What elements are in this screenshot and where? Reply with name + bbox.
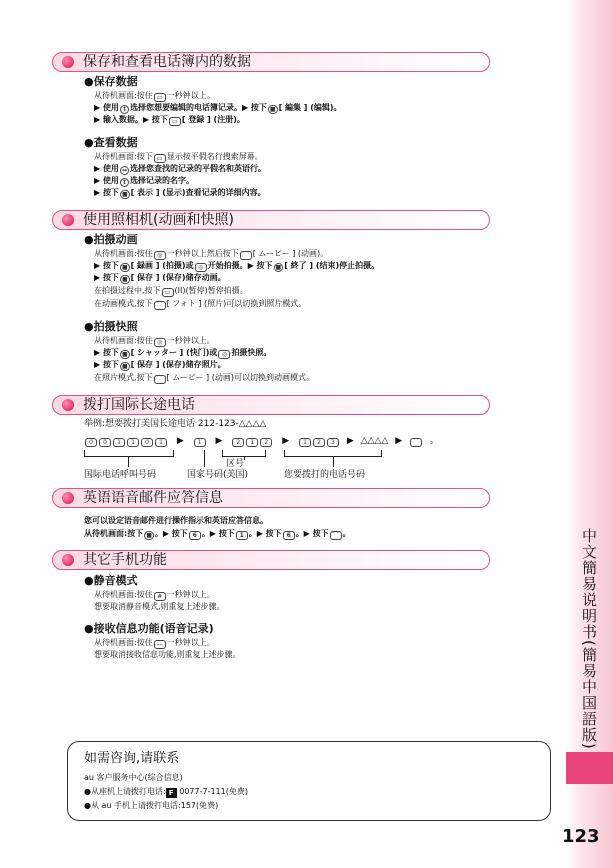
softkey-icon: ⌒	[154, 375, 166, 384]
bullet-dot-icon	[62, 399, 74, 411]
arrow: ▶	[282, 436, 290, 446]
updown-key-icon: ↕	[121, 179, 127, 186]
camera-key-icon: ◎	[195, 263, 207, 272]
phonebook-key-icon: ▭	[154, 154, 166, 163]
sidebar-title: 中文簡易说明书(簡易中国語版)	[580, 528, 598, 750]
arrow: ▶	[395, 436, 403, 446]
caption-number: 您要拨打的电话号码	[284, 470, 366, 480]
digit-key: 2	[232, 438, 244, 447]
contact-center: au 客户服务中心(综合信息)	[84, 773, 183, 782]
digit-key: 2	[260, 438, 272, 447]
camera-key-icon: ◎	[154, 338, 166, 347]
bullet-dot-icon	[62, 554, 74, 566]
view-step-4: ▶ 按下 ■ [ 表示 ] (显示)查看记录的详细内容。	[94, 188, 266, 198]
photo-step-2: ▶ 按下 ■ [ シャッター ] (快门)或 ◎ 拍摄快照。	[94, 348, 272, 358]
subheading-manner: ●静音模式	[84, 574, 138, 587]
center-key-icon: ■	[121, 264, 128, 271]
center-key-icon: ■	[121, 276, 128, 283]
subheading-save-data: ●保存数据	[84, 75, 138, 88]
save-step-3: ▶ 输入数据。▶ 按下 ▭ [ 登録 ] (注册)。	[94, 115, 245, 125]
manner-step-1: 从待机画面:按住 # 一秒钟以上。	[94, 590, 215, 600]
center-key-icon: ■	[269, 106, 276, 113]
digit-key: 6	[189, 531, 201, 540]
save-step-2: ▶ 使用 ↕ 选择您想要编辑的电话簿记录。▶ 按下 ■ [ 編集 ] (编辑)。	[94, 103, 342, 113]
view-step-1: 从待机画面:按下 ▭ 显示按平假名行搜索屏幕。	[94, 152, 263, 162]
intl-example: 举例:想要拨打美国长途电话 212-123-△△△△	[84, 419, 267, 429]
voicemail-steps: 从待机画面:按下 ■ 。▶ 按下 6 。▶ 按下 1 。▶ 按下 6 。▶ 按下 ⌒ 。	[84, 529, 351, 539]
bracket-prefix	[84, 450, 174, 457]
movie-step-2: ▶ 按下 ■ [ 録画 ] (拍摄)或 ◎ 开始拍摄。▶ 按下 ■ [ 終了 ] (结束)停止拍摄。	[94, 261, 380, 271]
photo-step-1: 从待机画面:按住 ◎ 一秒钟以上。	[94, 336, 215, 346]
intl-key-sequence	[84, 435, 439, 447]
digit-key: 0	[141, 438, 153, 447]
save-step-1: 从待机画面:按住 ▭ 一秒钟以上。	[94, 91, 215, 101]
center-key-icon: ■	[121, 363, 128, 370]
section-title: 使用照相机(动画和快照)	[83, 212, 234, 228]
digit-key: 2	[313, 438, 325, 447]
subheading-photo: ●拍摄快照	[84, 320, 138, 333]
memo-step-1: 从待机画面:按住 — 一秒钟以上。	[94, 638, 215, 648]
arrow: ▶	[176, 436, 184, 446]
digit-key: 1	[194, 438, 206, 447]
section-header-intl	[52, 395, 490, 415]
digit-key: 1	[236, 531, 248, 540]
digit-key: 0	[85, 438, 97, 447]
caption-country: 国家号码(美国)	[187, 470, 249, 480]
section-header-camera	[52, 210, 490, 230]
section-title: 英语语音邮件应答信息	[83, 490, 223, 506]
call-key-icon: ⌒	[330, 531, 342, 540]
digit-key: 1	[246, 438, 258, 447]
view-step-3: ▶ 使用 ↕ 选择记录的名字。	[94, 176, 194, 186]
subheading-view-data: ●查看数据	[84, 136, 138, 149]
memo-key-icon: —	[154, 640, 166, 649]
digit-key: 0	[99, 438, 111, 447]
number-tail: △△△△	[360, 436, 389, 446]
arrow: ▶	[215, 436, 223, 446]
section-title: 拨打国际长途电话	[83, 397, 195, 413]
caption-area-code: 区号	[226, 459, 245, 469]
movie-note-2: 在动画模式,按下 ⌒ [ フォト ] (照片)可以切换到照片模式。	[94, 299, 307, 309]
updown-key-icon: ↕	[121, 106, 127, 113]
bracket-stem	[128, 457, 129, 467]
leftright-key-icon: ↔	[121, 167, 127, 174]
contact-title: 如需咨询,请联系	[84, 751, 180, 766]
center-key-icon: ■	[275, 264, 282, 271]
section-header-voicemail	[52, 488, 490, 508]
bullet-dot-icon	[62, 56, 74, 68]
call-key-icon: ⌒	[410, 438, 422, 447]
phonebook-key-icon: ▭	[162, 288, 174, 297]
memo-note: 想要取消接收信息功能,则重复上述步骤。	[94, 650, 241, 659]
sequence-end: 。	[429, 436, 439, 446]
manner-note: 想要取消静音模式,则重复上述步骤。	[94, 602, 225, 611]
bracket-stem	[244, 457, 245, 460]
section-header-other	[52, 550, 490, 570]
bullet-dot-icon	[62, 492, 74, 504]
bracket-stem	[333, 457, 334, 467]
section-header-save	[52, 52, 490, 72]
camera-key-icon: ◎	[218, 350, 230, 359]
photo-step-3: ▶ 按下 ■ [ 保存 ] (保存)储存照片。	[94, 360, 226, 370]
manner-key-icon: #	[154, 592, 166, 601]
bracket-area	[222, 450, 266, 457]
section-title: 保存和查看电话簿内的数据	[83, 54, 251, 70]
digit-key: 6	[283, 531, 295, 540]
subheading-movie: ●拍摄动画	[84, 233, 138, 246]
view-step-2: ▶ 使用 ↔ 选择您查找的记录的平假名和英语行。	[94, 164, 266, 174]
movie-step-3: ▶ 按下 ■ [ 保存 ] (保存)储存动画。	[94, 273, 226, 283]
digit-key: 1	[113, 438, 125, 447]
digit-key: 1	[127, 438, 139, 447]
center-key-icon: ■	[121, 191, 128, 198]
photo-note-1: 在照片模式,按下 ⌒ [ ムービー ] (动画)可以切换到动画模式。	[94, 373, 314, 383]
contact-fixed: ●从座机上请拨打电话: F 0077-7-111(免费)	[84, 787, 248, 797]
digit-key: 3	[327, 438, 339, 447]
free-dial-icon: F	[166, 788, 177, 798]
voicemail-desc: 您可以设定语音邮件进行操作指示和英语应答信息。	[84, 516, 268, 525]
center-key-icon: ■	[146, 532, 152, 539]
subheading-memo: ●接收信息功能(语音记录)	[84, 622, 214, 635]
section-title: 其它手机功能	[83, 552, 167, 568]
bracket-number	[284, 450, 382, 457]
page-number: 123	[562, 826, 600, 847]
arrow: ▶	[346, 436, 354, 446]
contact-mobile: ●从 au 手机上请拨打电话:157(免费)	[84, 801, 219, 810]
softkey-icon: ⌒	[154, 301, 166, 310]
phonebook-key-icon: ▭	[154, 93, 166, 102]
bracket-stem	[204, 450, 205, 467]
digit-key: 1	[155, 438, 167, 447]
softkey-icon: ⌒	[240, 251, 252, 260]
camera-key-icon: ◎	[154, 251, 166, 260]
bullet-dot-icon	[62, 214, 74, 226]
caption-prefix: 国际电话呼叫号码	[84, 470, 157, 480]
sidebar-index-tab	[566, 752, 613, 784]
digit-key: 1	[299, 438, 311, 447]
phonebook-key-icon: ▭	[169, 117, 181, 126]
movie-note-1: 在拍摄过程中,按下 ▭ (II)(暂停)暂停拍摄。	[94, 286, 248, 296]
center-key-icon: ■	[121, 351, 128, 358]
movie-step-1: 从待机画面:按住 ◎ 一秒钟以上然后按下 ⌒ [ ムービー ] (动画)。	[94, 249, 329, 259]
